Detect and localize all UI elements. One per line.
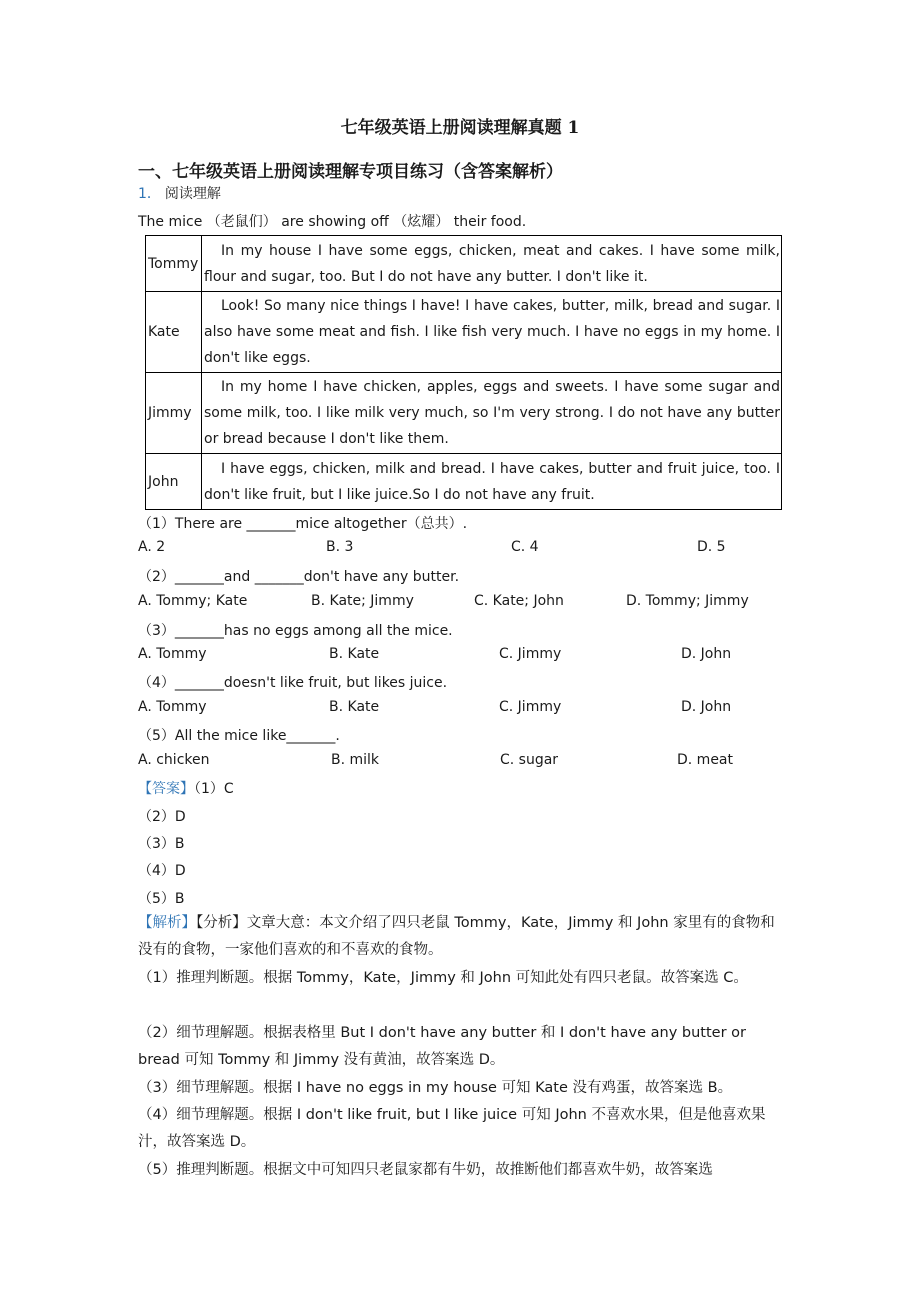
analysis-line: （4）细节理解题。根据 I don't like fruit, but I like juice 可知 John 不喜欢水果，但是他喜欢果汁，故答案选 D。 [138, 1107, 766, 1150]
question-header [138, 183, 221, 203]
option-a: A. 2 [138, 539, 166, 555]
answer-item: （5）B [138, 891, 185, 907]
table-row [146, 292, 782, 373]
section-heading: 一、七年级英语上册阅读理解专项目练习（含答案解析） [138, 162, 563, 182]
option-d: D. Tommy; Jimmy [626, 593, 749, 609]
mouse-name: Kate [146, 292, 202, 373]
analysis-line: （5）推理判断题。根据文中可知四只老鼠家都有牛奶，故推断他们都喜欢牛奶，故答案选 [138, 1162, 713, 1178]
table-row [146, 454, 782, 510]
passage-intro: The mice （老鼠们） are showing off （炫耀） their food. [138, 214, 527, 230]
analysis-line: （3）细节理解题。根据 I have no eggs in my house 可知 Kate 没有鸡蛋，故答案选 B。 [138, 1080, 733, 1096]
mouse-name: Tommy [146, 236, 202, 292]
option-b: B. Kate; Jimmy [311, 593, 414, 609]
mouse-text: I have eggs, chicken, milk and bread. I have cakes, butter and fruit juice, too. I don't like fruit, but I like juice.So I do not have any fruit. [202, 454, 782, 510]
option-b: B. milk [331, 752, 380, 768]
option-a: A. Tommy [138, 646, 207, 662]
question-stem: （2）_______and _______don't have any butter. [138, 569, 460, 585]
table-row [146, 236, 782, 292]
analysis-text: 【分析】文章大意：本文介绍了四只老鼠 Tommy，Kate，Jimmy 和 John 家里有的食物和没有的食物，一家他们喜欢的和不喜欢的食物。 [138, 915, 775, 958]
question-stem: （5）All the mice like_______. [138, 728, 340, 744]
option-b: B. Kate [329, 699, 380, 715]
question-stem: （4）_______doesn't like fruit, but likes juice. [138, 675, 448, 691]
option-d: D. 5 [697, 539, 726, 555]
question-stem: （1）There are _______mice altogether（总共）. [138, 516, 468, 532]
question-stem: （3）_______has no eggs among all the mice. [138, 623, 453, 639]
answer-item: （2）D [138, 809, 186, 825]
option-c: C. Jimmy [499, 699, 562, 715]
analysis-label: 【解析】 [138, 915, 196, 931]
analysis-line: （1）推理判断题。根据 Tommy，Kate，Jimmy 和 John 可知此处有四只老鼠。故答案选 C。 [138, 970, 748, 986]
table-row [146, 373, 782, 454]
option-d: D. John [681, 699, 732, 715]
answer-item: （1）C [194, 781, 234, 797]
analysis-line [138, 910, 783, 964]
passage-table [145, 235, 782, 510]
mouse-text: In my home I have chicken, apples, eggs and sweets. I have some sugar and some milk, too. I like milk very much, so I'm very strong. I do not have any butter or bread because I don't like them. [202, 373, 782, 454]
option-a: A. chicken [138, 752, 210, 768]
document-title: 七年级英语上册阅读理解真题 1 [340, 118, 580, 138]
mouse-text: In my house I have some eggs, chicken, meat and cakes. I have some milk, flour and sugar, too. But I do not have any butter. I don't like it. [202, 236, 782, 292]
answer-block [138, 778, 234, 798]
mouse-name: John [146, 454, 202, 510]
question-type: 阅读理解 [164, 186, 221, 202]
option-c: C. 4 [511, 539, 539, 555]
mouse-name: Jimmy [146, 373, 202, 454]
answer-item: （3）B [138, 836, 185, 852]
option-d: D. meat [677, 752, 733, 768]
mouse-text: Look! So many nice things I have! I have cakes, butter, milk, bread and sugar. I also have some meat and fish. I like fish very much. I have no eggs in my home. I don't like eggs. [202, 292, 782, 373]
option-c: C. Jimmy [499, 646, 562, 662]
option-c: C. sugar [500, 752, 559, 768]
option-b: B. Kate [329, 646, 380, 662]
option-c: C. Kate; John [474, 593, 564, 609]
option-d: D. John [681, 646, 732, 662]
analysis-line: （2）细节理解题。根据表格里 But I don't have any butter 和 I don't have any butter or bread 可知 Tommy 和 Jimmy 没有黄油，故答案选 D。 [138, 1025, 746, 1068]
answer-label: 【答案】 [138, 781, 194, 797]
option-a: A. Tommy; Kate [138, 593, 248, 609]
option-a: A. Tommy [138, 699, 207, 715]
question-number: 1． [138, 186, 161, 202]
option-b: B. 3 [326, 539, 354, 555]
answer-item: （4）D [138, 863, 186, 879]
